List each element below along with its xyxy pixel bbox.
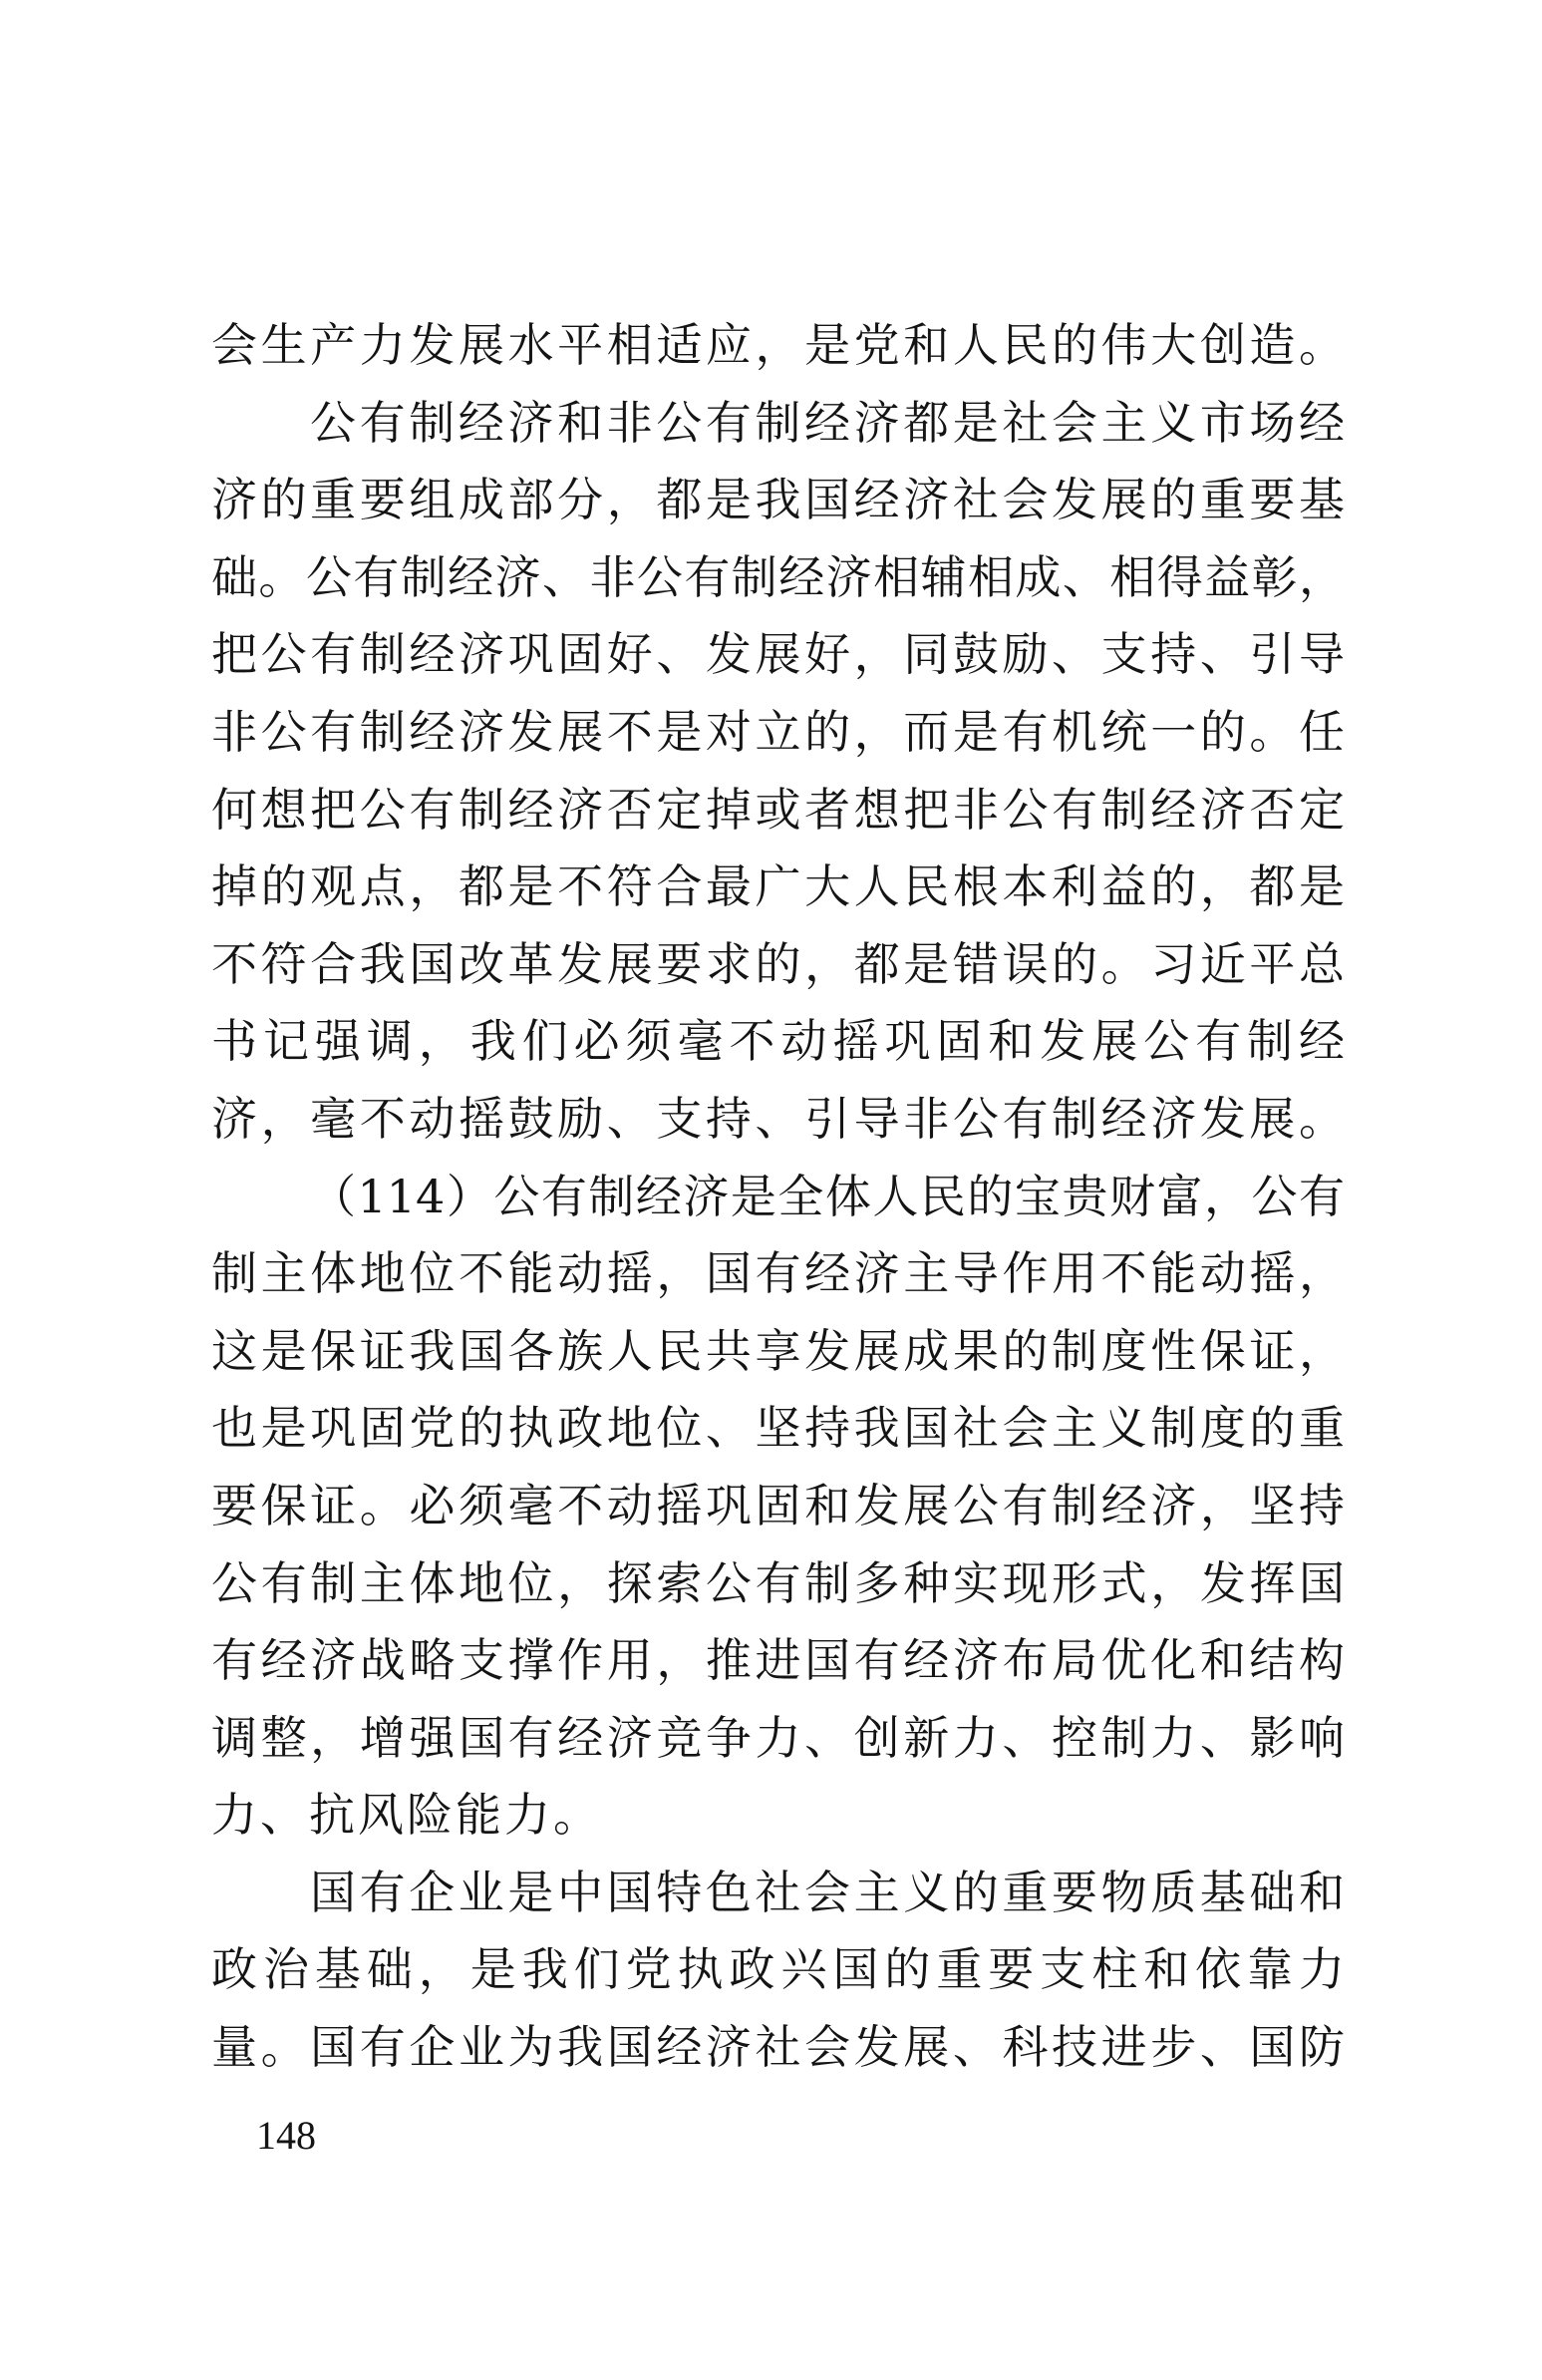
paragraph-114 xyxy=(211,1159,1345,1855)
page-number: 148 xyxy=(256,2113,316,2158)
text-line: 调整，增强国有经济竞争力、创新力、控制力、影响 xyxy=(211,1710,1345,1765)
text-line: 公有制主体地位，探索公有制多种实现形式，发挥国 xyxy=(211,1555,1345,1610)
text-line: 要保证。必须毫不动摇巩固和发展公有制经济，坚持 xyxy=(211,1478,1345,1532)
text-line: 量。国有企业为我国经济社会发展、科技进步、国防 xyxy=(211,2020,1345,2075)
text-line: 国有企业是中国特色社会主义的重要物质基础和 xyxy=(310,1865,1345,1919)
paragraph-continuation xyxy=(211,307,1345,385)
text-line: （114）公有制经济是全体人民的宝贵财富，公有 xyxy=(310,1169,1345,1223)
text-line: 这是保证我国各族人民共享发展成果的制度性保证， xyxy=(211,1323,1345,1378)
text-line: 政治基础，是我们党执政兴国的重要支柱和依靠力 xyxy=(211,1942,1345,1997)
text-line: 公有制经济和非公有制经济都是社会主义市场经 xyxy=(310,395,1345,450)
text-line: 掉的观点，都是不符合最广大人民根本利益的，都是 xyxy=(211,859,1345,914)
text-line: 书记强调，我们必须毫不动摇巩固和发展公有制经 xyxy=(211,1014,1345,1069)
text-line: 会生产力发展水平相适应，是党和人民的伟大创造。 xyxy=(211,318,1345,372)
paragraph xyxy=(211,1855,1345,2087)
text-line: 力、抗风险能力。 xyxy=(211,1788,602,1843)
text-line: 制主体地位不能动摇，国有经济主导作用不能动摇， xyxy=(211,1246,1345,1301)
text-line: 非公有制经济发展不是对立的，而是有机统一的。任 xyxy=(211,704,1345,759)
paragraph xyxy=(211,385,1345,1159)
text-line: 济，毫不动摇鼓励、支持、引导非公有制经济发展。 xyxy=(211,1091,1345,1146)
text-line: 不符合我国改革发展要求的，都是错误的。习近平总 xyxy=(211,936,1345,991)
text-line: 础。公有制经济、非公有制经济相辅相成、相得益彰， xyxy=(211,549,1345,604)
text-line: 济的重要组成部分，都是我国经济社会发展的重要基 xyxy=(211,473,1345,527)
text-line: 有经济战略支撑作用，推进国有经济布局优化和结构 xyxy=(211,1633,1345,1688)
text-line: 把公有制经济巩固好、发展好，同鼓励、支持、引导 xyxy=(211,627,1345,682)
text-line: 何想把公有制经济否定掉或者想把非公有制经济否定 xyxy=(211,782,1345,837)
page-body xyxy=(211,307,1345,2087)
text-line: 也是巩固党的执政地位、坚持我国社会主义制度的重 xyxy=(211,1401,1345,1456)
